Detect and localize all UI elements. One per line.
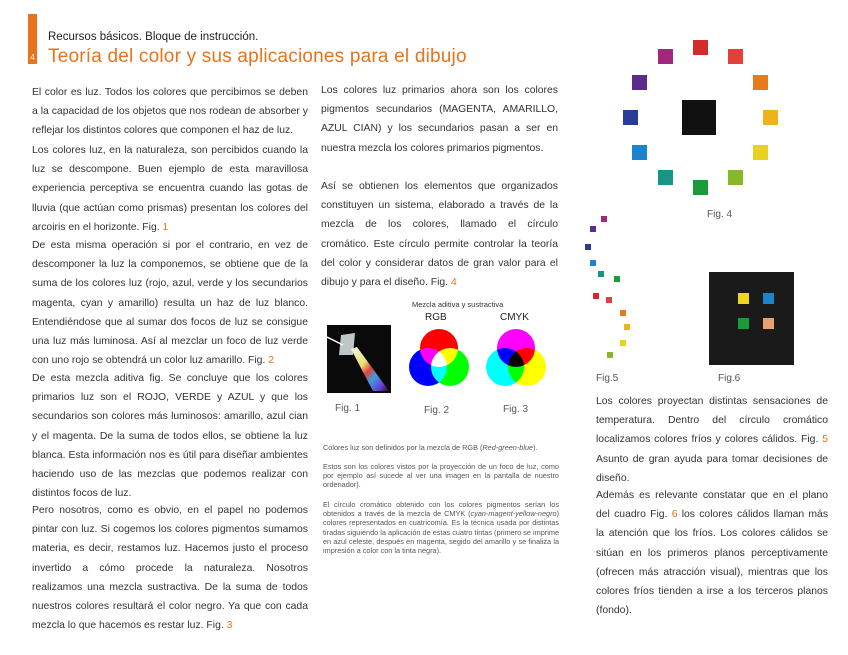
spiral-swatch	[590, 260, 596, 266]
color-wheel-swatch	[763, 110, 778, 125]
page-title: Teoría del color y sus aplicaciones para el dibujo	[48, 46, 467, 67]
fig6-blue-square	[763, 293, 774, 304]
cmyk-note: El círculo cromático obtenido con los colores pigmentos serían los obtenidos a través de la mezcla de CMYK (cyan-magent-yellow-negro) colores representados en cuatricomía. Es la técnica usada por distintas tiradas siguiendo la aplicación de estas cuatro tintas (primero se imprime en azul celeste, después en magenta, segido del amarillo y se finaliza la impresión a color con la tinta negra).	[323, 500, 559, 556]
col1-paragraph-2: Los colores luz, en la naturaleza, son percibidos cuando la luz se descompone. Buen ejemplo de esta maravillosa experiencia perceptiva se encuentra cuando las gotas de lluvia (que actúan como prismas) presentan los colores del arcoiris en el horizonte. Fig. 1	[32, 145, 308, 233]
mix-title: Mezcla aditiva y sustractiva	[412, 300, 504, 309]
screen-note: Estos son los colores vistos por la proyección de un foco de luz, como por ejemplo así sucede al ver una imagen en la pantalla de nuestro ordenador).	[323, 462, 559, 490]
spiral-swatch	[620, 340, 626, 346]
color-wheel-swatch	[632, 145, 647, 160]
rgb-note: Colores luz son definidos por la mezcla de RGB (Red-green-blue).	[323, 443, 538, 452]
spiral-swatch	[614, 276, 620, 282]
color-wheel-swatch	[658, 170, 673, 185]
spiral-swatch	[624, 324, 630, 330]
fig5-caption: Fig.5	[596, 373, 619, 384]
spiral-swatch	[590, 226, 596, 232]
fig6-yellow-square	[738, 293, 749, 304]
spiral-swatch	[606, 297, 612, 303]
spiral-swatch	[620, 310, 626, 316]
spiral-swatch	[598, 271, 604, 277]
section-kicker: Recursos básicos. Bloque de instrucción.	[48, 31, 259, 43]
col1-paragraph-3: De esta misma operación si por el contrario, en vez de descomponer la luz la componemos, se obtiene que de la suma de los colores luz (rojo, azul, verde y los secundarios magenta, cyan y amarillo) resulta un haz de luz blanco. Entendiéndose que al sumar dos focos de luz se consigue una luz más luminosa. Así al mezclar un foco de luz verde con uno rojo se obtendrá un color luz amarillo. Fig. 2	[32, 240, 308, 367]
color-wheel-swatch	[728, 49, 743, 64]
col1-paragraph-4: De esta mezcla aditiva fig. Se concluye que los colores primarios luz son el ROJO, VERDE y AZUL y que los secundarios son colores más luminosos: amarillo, azul cian y el magenta. De la suma de todos ellos, se obtiene la luz blanca. Esta información nos es útil para diseñar ambientes haciendo uso de las mezclas que podemos realizar con distintos focos de luz.	[32, 373, 308, 500]
col3-paragraph-1: Los colores proyectan distintas sensaciones de temperatura. Dentro del círculo cromático localizamos colores fríos y colores cálidos. Fig. 5 Asunto de gran ayuda para tomar decisiones de diseño.	[596, 396, 828, 484]
cmyk-label: CMYK	[500, 312, 529, 323]
fig6-panel	[709, 272, 794, 365]
fig4-caption: Fig. 4	[707, 209, 733, 220]
color-wheel-swatch	[693, 180, 708, 195]
fig2-caption: Fig. 2	[424, 405, 450, 416]
col1-paragraph-5: Pero nosotros, como es obvio, en el papel no podemos pintar con luz. Si cogemos los colores pigmentos sumamos materia, es decir, restamos luz. Hacemos justo el proceso invertido a cómo procede la naturaleza. Nosotros realizamos una mezcla sustractiva. De la suma de todos nuestros colores resultará el color negro. Ya que con cada mezcla lo que hacemos es restar luz. Fig. 3	[32, 505, 308, 632]
spiral-swatch	[585, 244, 591, 250]
page-number: 4	[30, 53, 35, 62]
fig3-caption: Fig. 3	[503, 404, 529, 415]
color-wheel-swatch	[623, 110, 638, 125]
fig6-peach-square	[763, 318, 774, 329]
rgb-additive-diagram	[404, 326, 474, 392]
color-wheel-swatch	[693, 40, 708, 55]
spiral-swatch	[607, 352, 613, 358]
color-wheel-swatch	[658, 49, 673, 64]
col1-paragraph-1: El color es luz. Todos los colores que percibimos se deben a la capacidad de los objetos que nos rodean de absorber y reflejar los distintos colores que componen el haz de luz.	[32, 87, 308, 137]
col2-paragraph-1: Los colores luz primarios ahora son los colores pigmentos secundarios (MAGENTA, AMARILLO, AZUL CIAN) y los secundarios pasan a ser en nuestra mezcla los colores primarios pigmentos.	[321, 85, 558, 154]
color-wheel-swatch	[632, 75, 647, 90]
fig1-caption: Fig. 1	[335, 403, 361, 414]
color-wheel-swatch	[753, 75, 768, 90]
col2-paragraph-2: Así se obtienen los elementos que organizados constituyen un sistema, elaborado a través de la mezcla de los colores, llamado el círculo cromático. Este círculo permite controlar la teoría del color y considerar datos de gran valor para el dibujo y para el diseño. Fig. 4	[321, 181, 558, 289]
col3-paragraph-2: Además es relevante constatar que en el plano del cuadro Fig. 6 los colores cálidos llaman más la atención que los fríos. Los colores cálidos se sitúan en los primeros planos perceptivamente (ofrecen más atracción visual), mientras que los colores fríos tienden a irse a los terceros planos (fondo).	[596, 490, 829, 617]
color-wheel-swatch	[728, 170, 743, 185]
spiral-swatch	[593, 293, 599, 299]
fig6-green-square	[738, 318, 749, 329]
cmyk-subtractive-diagram	[481, 326, 551, 392]
rgb-label: RGB	[425, 312, 447, 323]
fig6-caption: Fig.6	[718, 373, 741, 384]
wheel-center-black	[682, 100, 716, 135]
prism-image	[327, 325, 391, 393]
spiral-swatch	[601, 216, 607, 222]
color-wheel-swatch	[753, 145, 768, 160]
